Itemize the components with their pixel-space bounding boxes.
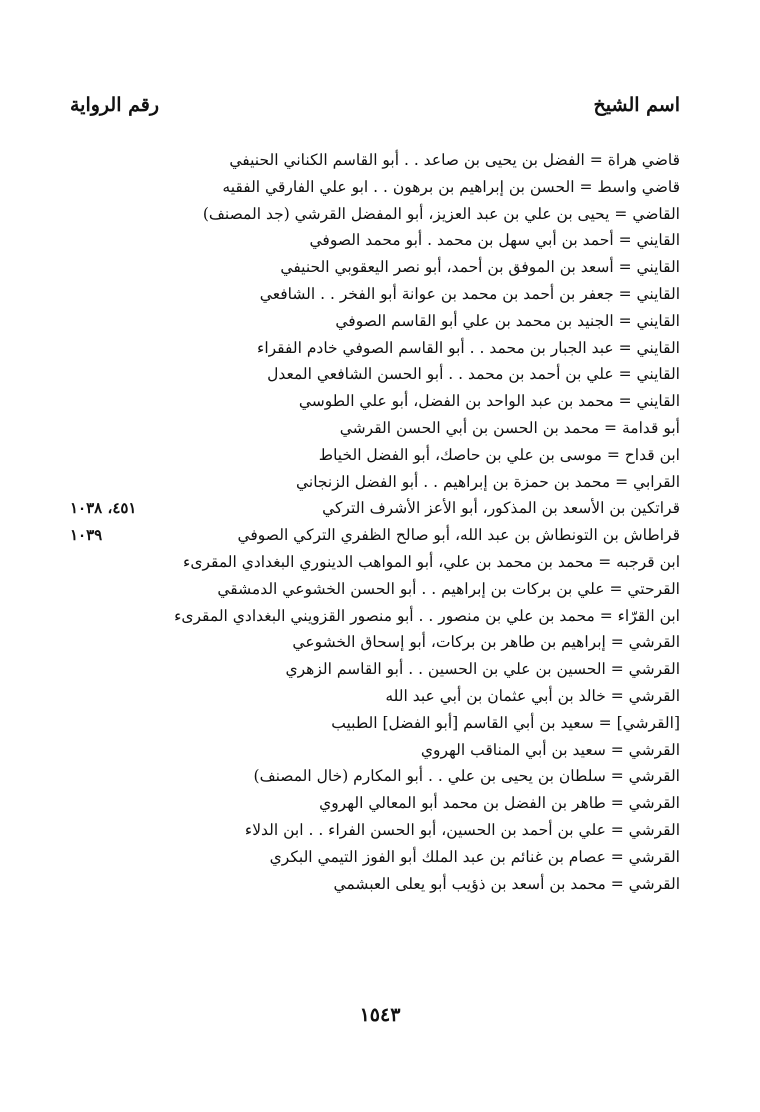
table-header xyxy=(70,94,680,128)
page-number: ١٥٤٣ xyxy=(359,1004,401,1026)
entry-text: قاضي هراة = الفضل بن يحيى بن صاعد . . أبو القاسم الكناني الحنيفي xyxy=(229,151,680,169)
index-entry xyxy=(70,629,680,656)
entry-text: القايني = عبد الجبار بن محمد . . أبو القاسم الصوفي خادم الفقراء xyxy=(257,338,680,357)
index-entry xyxy=(70,683,680,710)
index-entry xyxy=(70,335,680,362)
entry-text: القرشي = خالد بن أبي عثمان بن أبي عبد الله xyxy=(385,686,680,705)
index-entry xyxy=(70,174,680,201)
index-entry xyxy=(70,737,680,764)
index-entry xyxy=(70,227,680,254)
index-entry xyxy=(70,790,680,817)
index-entry xyxy=(70,469,680,496)
index-entry xyxy=(70,549,680,576)
sheikh-index-list xyxy=(70,147,680,897)
entry-text: أبو قدامة = محمد بن الحسن بن أبي الحسن القرشي xyxy=(339,418,680,437)
entry-text: القرشي = طاهر بن الفضل بن محمد أبو المعالي الهروي xyxy=(319,794,680,813)
entry-text: القايني = الجنيد بن محمد بن علي أبو القاسم الصوفي xyxy=(335,311,680,330)
entry-text: قراطاش بن التونطاش بن عبد الله، أبو صالح الظفري التركي الصوفي xyxy=(237,526,680,545)
entry-text: القايني = أسعد بن الموفق بن أحمد، أبو نصر اليعقوبي الحنيفي xyxy=(280,258,680,277)
entry-text: القاضي = يحيى بن علي بن عبد العزيز، أبو المفضل القرشي (جد المصنف) xyxy=(202,204,680,223)
index-entry xyxy=(70,308,680,335)
entry-text: القرحتي = علي بن بركات بن إبراهيم . . أبو الحسن الخشوعي الدمشقي xyxy=(217,579,680,598)
index-entry xyxy=(70,576,680,603)
index-entry xyxy=(70,522,680,549)
entry-text: القايني = علي بن أحمد بن محمد . . أبو الحسن الشافعي المعدل xyxy=(267,365,680,384)
entry-text: القرشي = عصام بن غنائم بن عبد الملك أبو الفوز التيمي البكري xyxy=(269,847,680,866)
index-entry xyxy=(70,817,680,844)
index-entry xyxy=(70,442,680,469)
index-entry xyxy=(70,254,680,281)
entry-text: ابن قداح = موسى بن علي بن حاصك، أبو الفضل الخياط xyxy=(318,445,680,464)
index-entry xyxy=(70,656,680,683)
sheikh-name-column-header: اسم الشيخ xyxy=(593,94,680,116)
entry-text: [القرشي] = سعيد بن أبي القاسم [أبو الفضل] الطبيب xyxy=(331,713,680,732)
entry-text: القرشي = سلطان بن يحيى بن علي . . أبو المكارم (خال المصنف) xyxy=(253,767,680,786)
entry-text: القايني = أحمد بن أبي سهل بن محمد . أبو محمد الصوفي xyxy=(309,231,680,250)
entry-text: القرشي = إبراهيم بن طاهر بن بركات، أبو إسحاق الخشوعي xyxy=(292,633,680,652)
entry-text: القايني = جعفر بن أحمد بن محمد بن عوانة أبو الفخر . . الشافعي xyxy=(259,284,680,303)
narration-number-column-header: رقم الرواية xyxy=(70,94,159,116)
entry-text: القرشي = محمد بن أسعد بن ذؤيب أبو يعلى العبشمي xyxy=(333,874,680,893)
index-entry xyxy=(70,495,680,522)
index-entry xyxy=(70,201,680,228)
index-entry xyxy=(70,710,680,737)
entry-text: قراتكين بن الأسعد بن المذكور، أبو الأعز الأشرف التركي xyxy=(322,499,680,518)
index-entry xyxy=(70,281,680,308)
index-entry xyxy=(70,415,680,442)
entry-text: ابن القرّاء = محمد بن علي بن منصور . . أبو منصور القزويني البغدادي المقرىء xyxy=(174,606,680,625)
entry-text: القرشي = الحسين بن علي بن الحسين . . أبو القاسم الزهري xyxy=(285,660,680,679)
index-entry xyxy=(70,603,680,630)
index-entry xyxy=(70,361,680,388)
narration-ref: ١٠٣٩ xyxy=(70,526,103,545)
entry-text: ابن قرجبه = محمد بن محمد بن علي، أبو المواهب الدينوري البغدادي المقرىء xyxy=(183,552,680,571)
index-entry xyxy=(70,844,680,871)
narration-ref: ٤٥١، ١٠٣٨ xyxy=(70,499,137,518)
entry-text: القرشي = سعيد بن أبي المناقب الهروي xyxy=(420,740,680,759)
index-entry xyxy=(70,147,680,174)
index-entry xyxy=(70,763,680,790)
entry-text: قاضي واسط = الحسن بن إبراهيم بن برهون . . ابو علي الفارقي الفقيه xyxy=(222,177,680,196)
entry-text: القرشي = علي بن أحمد بن الحسين، أبو الحسن الفراء . . ابن الدلاء xyxy=(244,820,680,839)
entry-text: القايني = محمد بن عبد الواحد بن الفضل، أبو علي الطوسي xyxy=(298,392,680,411)
index-entry xyxy=(70,388,680,415)
entry-text: القرابي = محمد بن حمزة بن إبراهيم . . أبو الفضل الزنجاني xyxy=(295,472,680,491)
index-entry xyxy=(70,871,680,898)
